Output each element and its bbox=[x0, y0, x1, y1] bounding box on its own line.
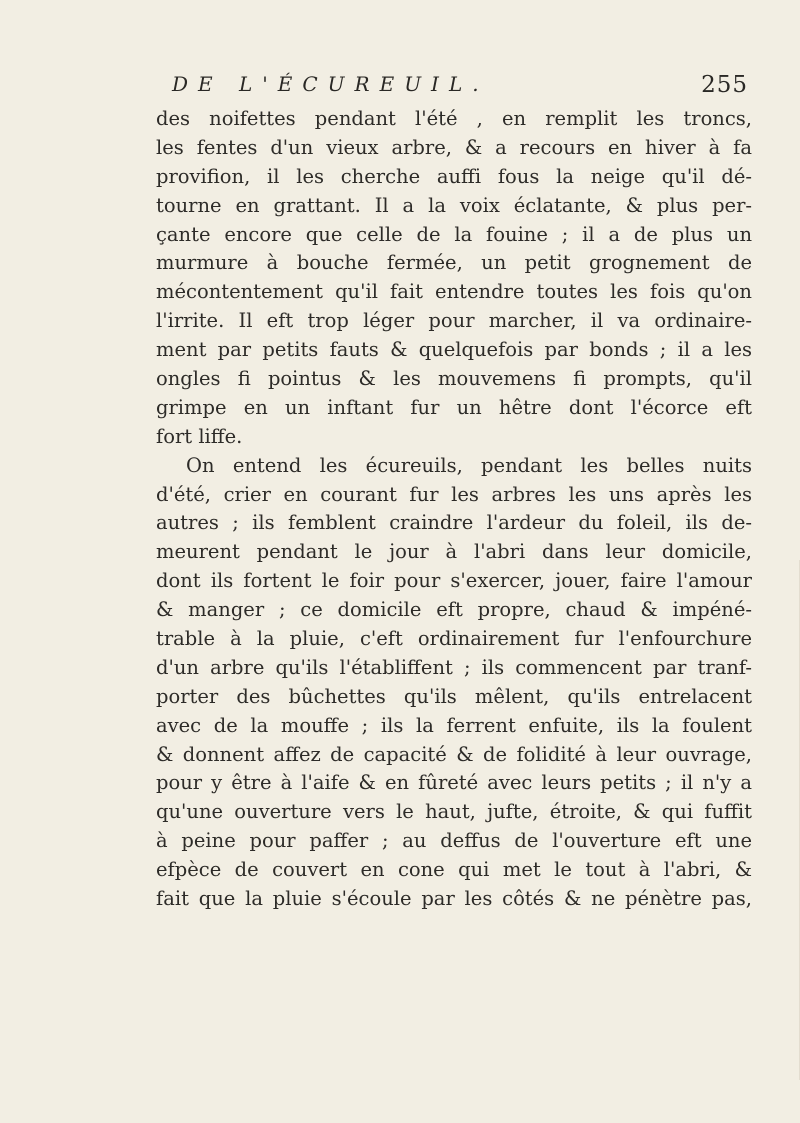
text-line: pour y être à l'aife & en fûreté avec leurs petits ; il n'y a bbox=[156, 771, 752, 795]
text-line: qu'une ouverture vers le haut, jufte, étroite, & qui fuffit bbox=[156, 800, 752, 824]
text-line: avec de la mouffe ; ils la ferrent enfuite, ils la foulent bbox=[156, 713, 752, 737]
text-line: les fentes d'un vieux arbre, & a recours en hiver à fa bbox=[156, 135, 752, 159]
body-text bbox=[156, 105, 752, 914]
text-line: murmure à bouche fermée, un petit grognement de bbox=[156, 251, 752, 275]
text-line: à peine pour paffer ; au deffus de l'ouverture eft une bbox=[156, 829, 752, 853]
text-line: autres ; ils femblent craindre l'ardeur du foleil, ils de- bbox=[156, 511, 752, 535]
page-number: 255 bbox=[701, 72, 748, 98]
text-line: des noifettes pendant l'été , en remplit les troncs, bbox=[156, 107, 752, 130]
paragraph-2 bbox=[156, 452, 752, 914]
text-line: d'été, crier en courant fur les arbres les uns après les bbox=[156, 482, 752, 506]
text-line: çante encore que celle de la fouine ; il a de plus un bbox=[156, 222, 752, 246]
text-line: porter des bûchettes qu'ils mêlent, qu'ils entrelacent bbox=[156, 684, 752, 708]
running-header bbox=[150, 72, 750, 104]
text-line: mécontentement qu'il fait entendre toutes les fois qu'on bbox=[156, 280, 752, 304]
text-line: tourne en grattant. Il a la voix éclatante, & plus per- bbox=[156, 193, 752, 217]
text-line: On entend les écureuils, pendant les belles nuits bbox=[186, 453, 752, 477]
text-line: meurent pendant le jour à l'abri dans leur domicile, bbox=[156, 540, 752, 564]
text-line: & manger ; ce domicile eft propre, chaud & impéné- bbox=[156, 598, 752, 622]
text-line: dont ils fortent le foir pour s'exercer, jouer, faire l'amour bbox=[156, 569, 752, 593]
text-line: fort liffe. bbox=[156, 424, 243, 448]
text-line: d'un arbre qu'ils l'établiffent ; ils commencent par tranf- bbox=[156, 655, 752, 679]
text-line: l'irrite. Il eft trop léger pour marcher, il va ordinaire- bbox=[156, 309, 752, 333]
text-line: fait que la pluie s'écoule par les côtés & ne pénètre pas, bbox=[156, 887, 752, 911]
paragraph-1 bbox=[156, 105, 752, 452]
text-line: provifion, il les cherche auffi fous la neige qu'il dé- bbox=[156, 164, 752, 188]
header-title: DE L'ÉCUREUIL. bbox=[172, 72, 489, 96]
text-line: ongles fi pointus & les mouvemens fi prompts, qu'il bbox=[156, 367, 752, 391]
text-line: trable à la pluie, c'eft ordinairement fur l'enfourchure bbox=[156, 627, 752, 651]
text-line: & donnent affez de capacité & de folidité à leur ouvrage, bbox=[156, 742, 752, 766]
text-line: grimpe en un inftant fur un hêtre dont l'écorce eft bbox=[156, 395, 752, 419]
text-line: ment par petits fauts & quelquefois par bonds ; il a les bbox=[156, 338, 752, 362]
text-line: efpèce de couvert en cone qui met le tout à l'abri, & bbox=[156, 858, 752, 882]
